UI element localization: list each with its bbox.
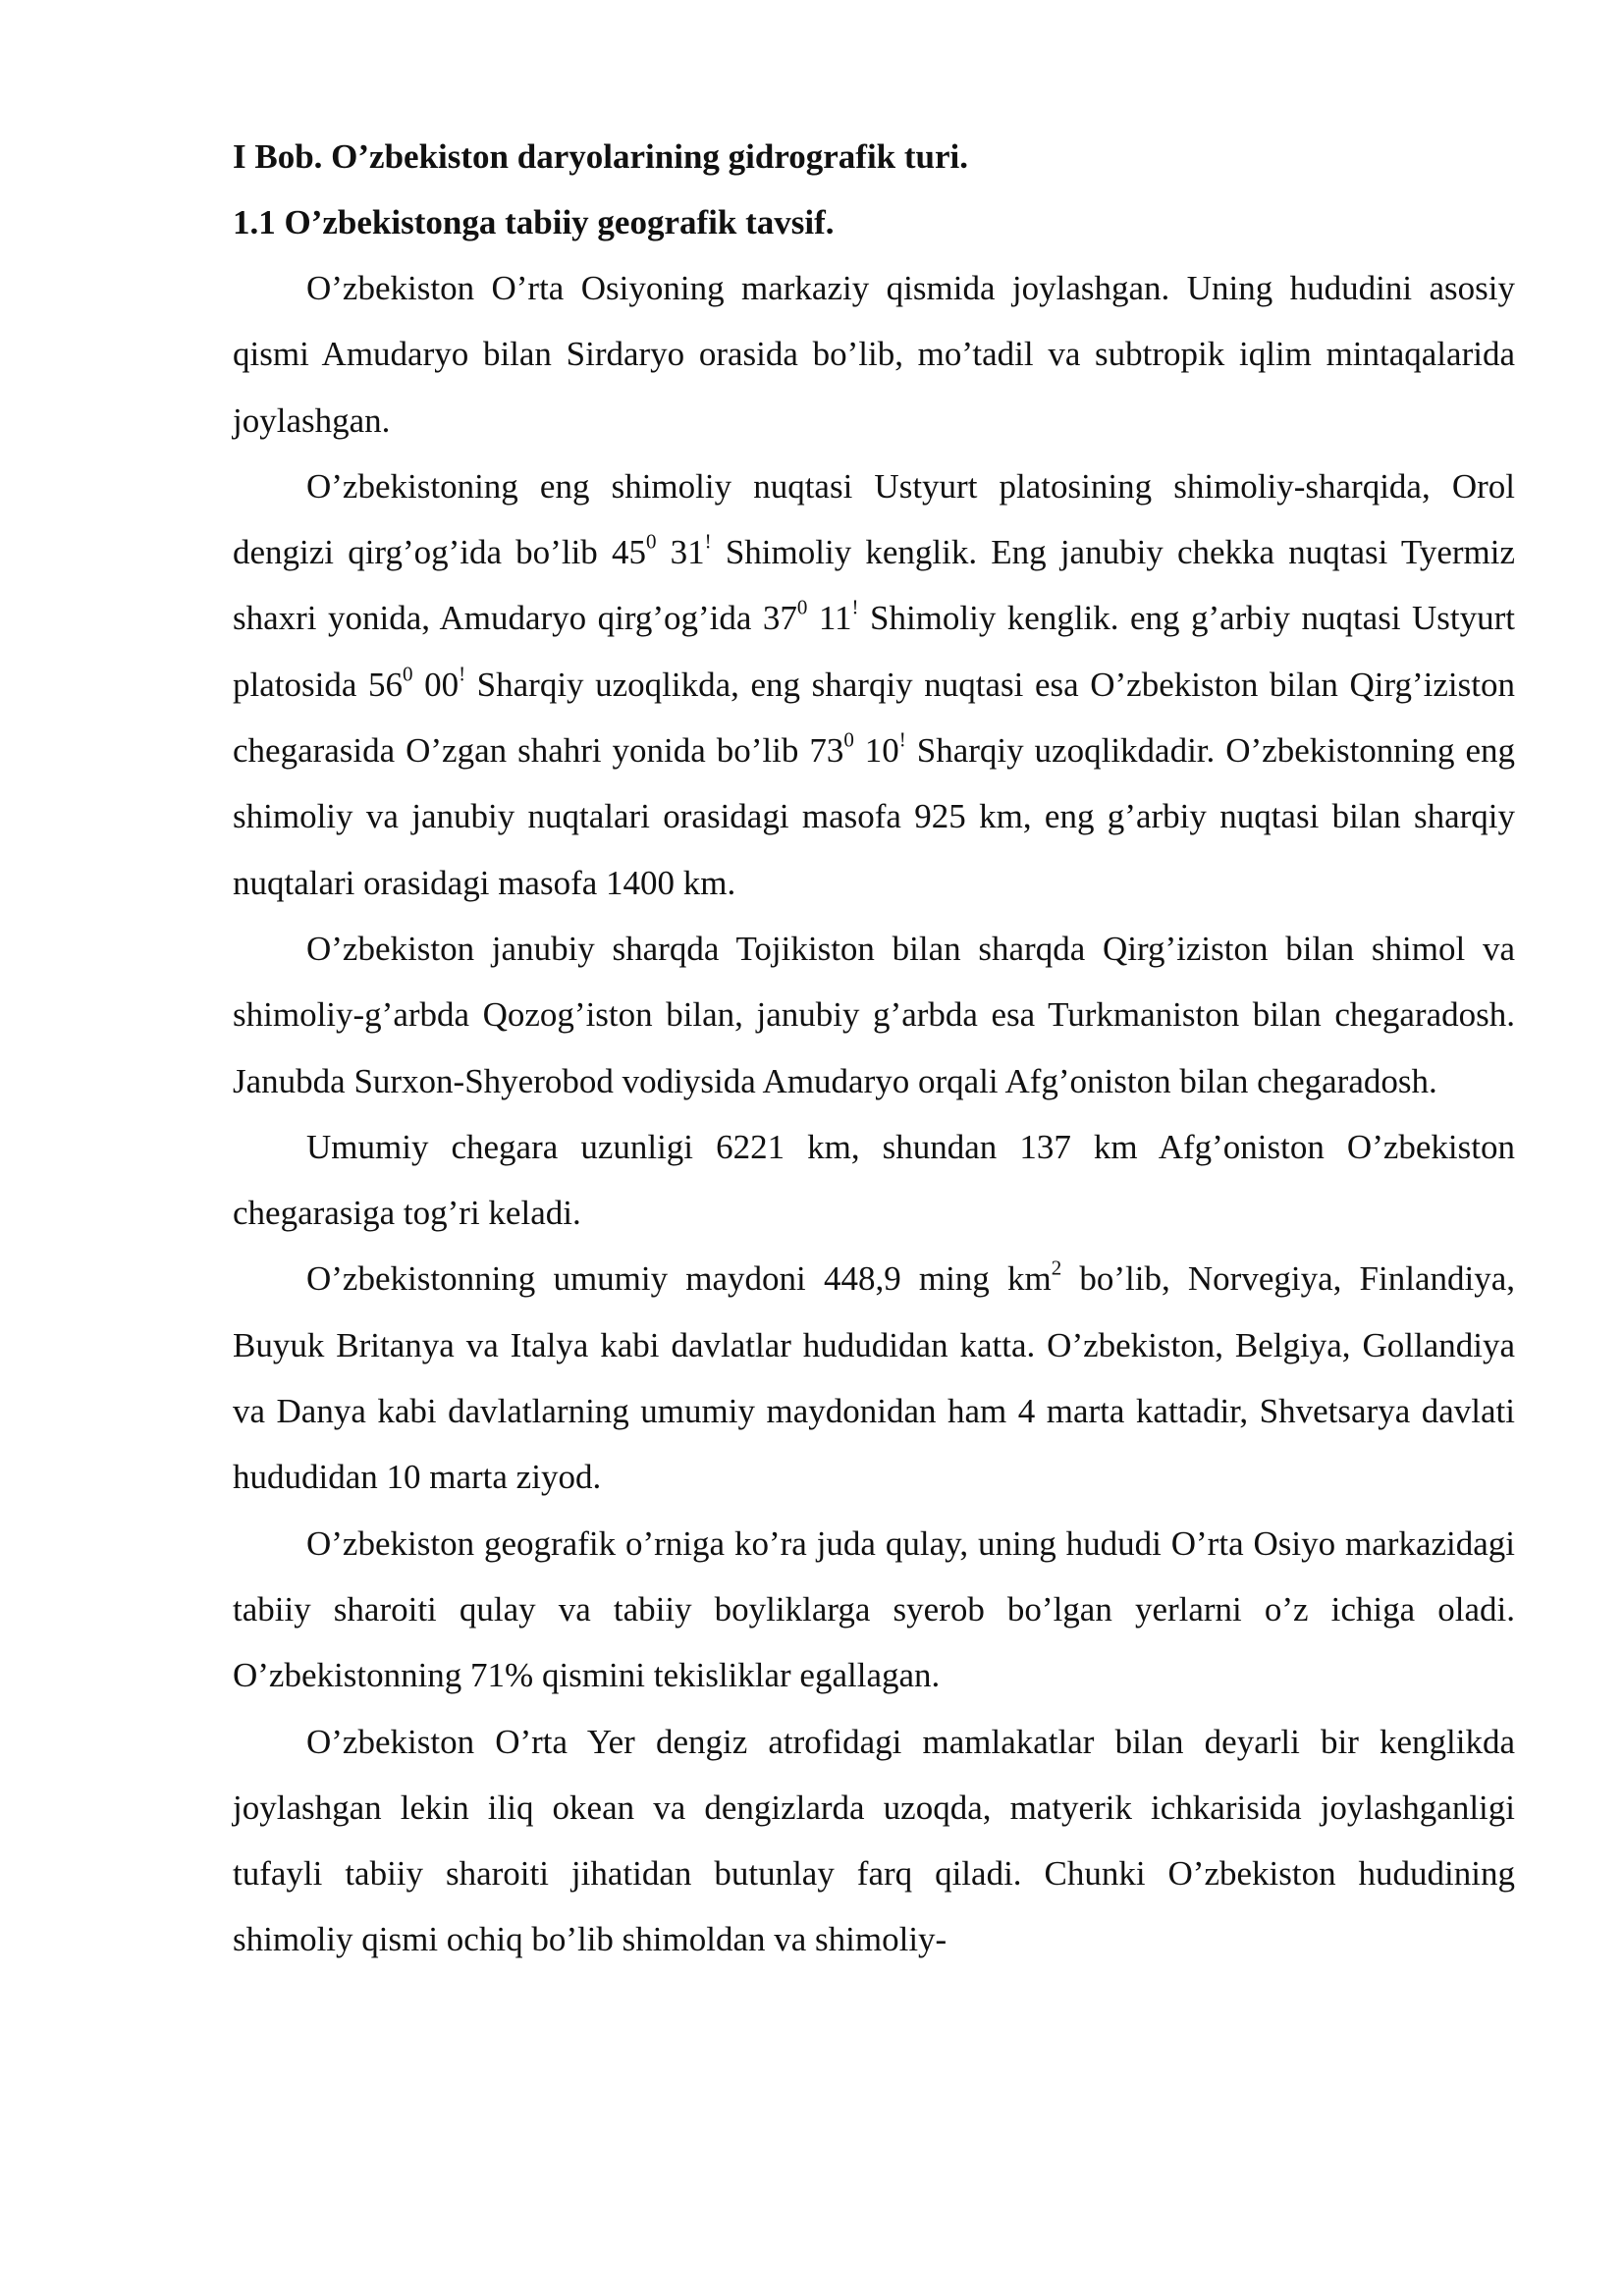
text-run: 31 <box>656 533 705 572</box>
paragraph-location: O’zbekiston O’rta Osiyoning markaziy qismida joylashgan. Uning hududini asosiy qismi Amudaryo bilan Sirdaryo orasida bo’lib, mo’tadil va subtropik iqlim mintaqalarida joylashgan. <box>233 269 1515 440</box>
degree-superscript: 0 <box>645 529 657 554</box>
text-run: bo’lib, Norvegiya, Finlandiya, Buyuk Britanya va Italya kabi davlatlar hududidan katta. O’zbekiston, Belgiya, Gollandiya va Danya kabi davlatlarning umumiy maydonidan ham 4 marta kattadir, Shvetsarya davlati hududidan 10 marta ziyod. <box>233 1259 1515 1497</box>
text-run: Sharqiy uzoqlikdadir. O’zbekistonning eng shimoliy va janubiy nuqtalari orasidagi masofa 925 km, eng g’arbiy nuqtasi bilan sharqiy nuqtalari orasidagi masofa 1400 km. <box>233 731 1515 902</box>
section-heading: 1.1 O’zbekistonga tabiiy geografik tavsif. <box>233 203 835 241</box>
minute-superscript: ! <box>459 662 466 686</box>
text-run: 00 <box>412 665 460 704</box>
degree-superscript: 0 <box>796 595 808 619</box>
text-run: Sharqiy uzoqlikda, eng sharqiy nuqtasi esa O’zbekiston bilan Qirg’iziston chegarasida O’zgan shahri yonida bo’lib 73 <box>233 665 1516 771</box>
degree-superscript: 0 <box>402 662 413 686</box>
paragraph-border-length: Umumiy chegara uzunligi 6221 km, shundan 137 km Afg’oniston O’zbekiston chegarasiga tog’ri keladi. <box>233 1127 1515 1233</box>
paragraph-geographic-position: O’zbekiston geografik o’rniga ko’ra juda qulay, uning hududi O’rta Osiyo markazidagi tabiiy sharoiti qulay va tabiiy boyliklarga syerob bo’lgan yerlarni o’z ichiga oladi. O’zbekistonning 71% qismini tekisliklar egallagan. <box>233 1523 1515 1695</box>
text-run: O’zbekistonning umumiy maydoni 448,9 ming km <box>306 1259 1052 1299</box>
text-run: Shimoliy kenglik. Eng janubiy chekka nuqtasi Tyermiz shaxri yonida, Amudaryo qirg’og’ida 37 <box>233 533 1516 638</box>
square-superscript: 2 <box>1051 1255 1062 1280</box>
minute-superscript: ! <box>898 727 906 752</box>
text-run: 10 <box>853 731 899 771</box>
paragraph-climate-context: O’zbekiston O’rta Yer dengiz atrofidagi mamlakatlar bilan deyarli bir kenglikda joylashgan lekin iliq okean va dengizlarda uzoqda, matyerik ichkarisida joylashganligi tufayli tabiiy sharoiti jihatidan butunlay farq qiladi. Chunki O’zbekiston hududining shimoliy qismi ochiq bo’lib shimoldan va shimoliy- <box>233 1722 1515 1959</box>
document-page <box>233 124 1515 1973</box>
paragraph-area <box>233 1246 1515 1510</box>
text-run: Shimoliy kenglik. eng g’arbiy nuqtasi Ustyurt platosida 56 <box>233 599 1515 704</box>
text-run: O’zbekistoning eng shimoliy nuqtasi Ustyurt platosining shimoliy-sharqida, Orol dengizi qirg’og’ida bo’lib 45 <box>233 466 1515 572</box>
chapter-heading: I Bob. O’zbekiston daryolarining gidrografik turi. <box>233 137 969 176</box>
paragraph-borders: O’zbekiston janubiy sharqda Tojikiston bilan sharqda Qirg’iziston bilan shimol va shimoliy-g’arbda Qozog’iston bilan, janubiy g’arbda esa Turkmaniston bilan chegaradosh. Janubda Surxon-Shyerobod vodiysida Amudaryo orqali Afg’oniston bilan chegaradosh. <box>233 929 1515 1100</box>
paragraph-extreme-points <box>233 454 1515 916</box>
text-run: 11 <box>807 599 852 638</box>
minute-superscript: ! <box>704 529 712 554</box>
degree-superscript: 0 <box>843 727 854 752</box>
minute-superscript: ! <box>851 595 859 619</box>
